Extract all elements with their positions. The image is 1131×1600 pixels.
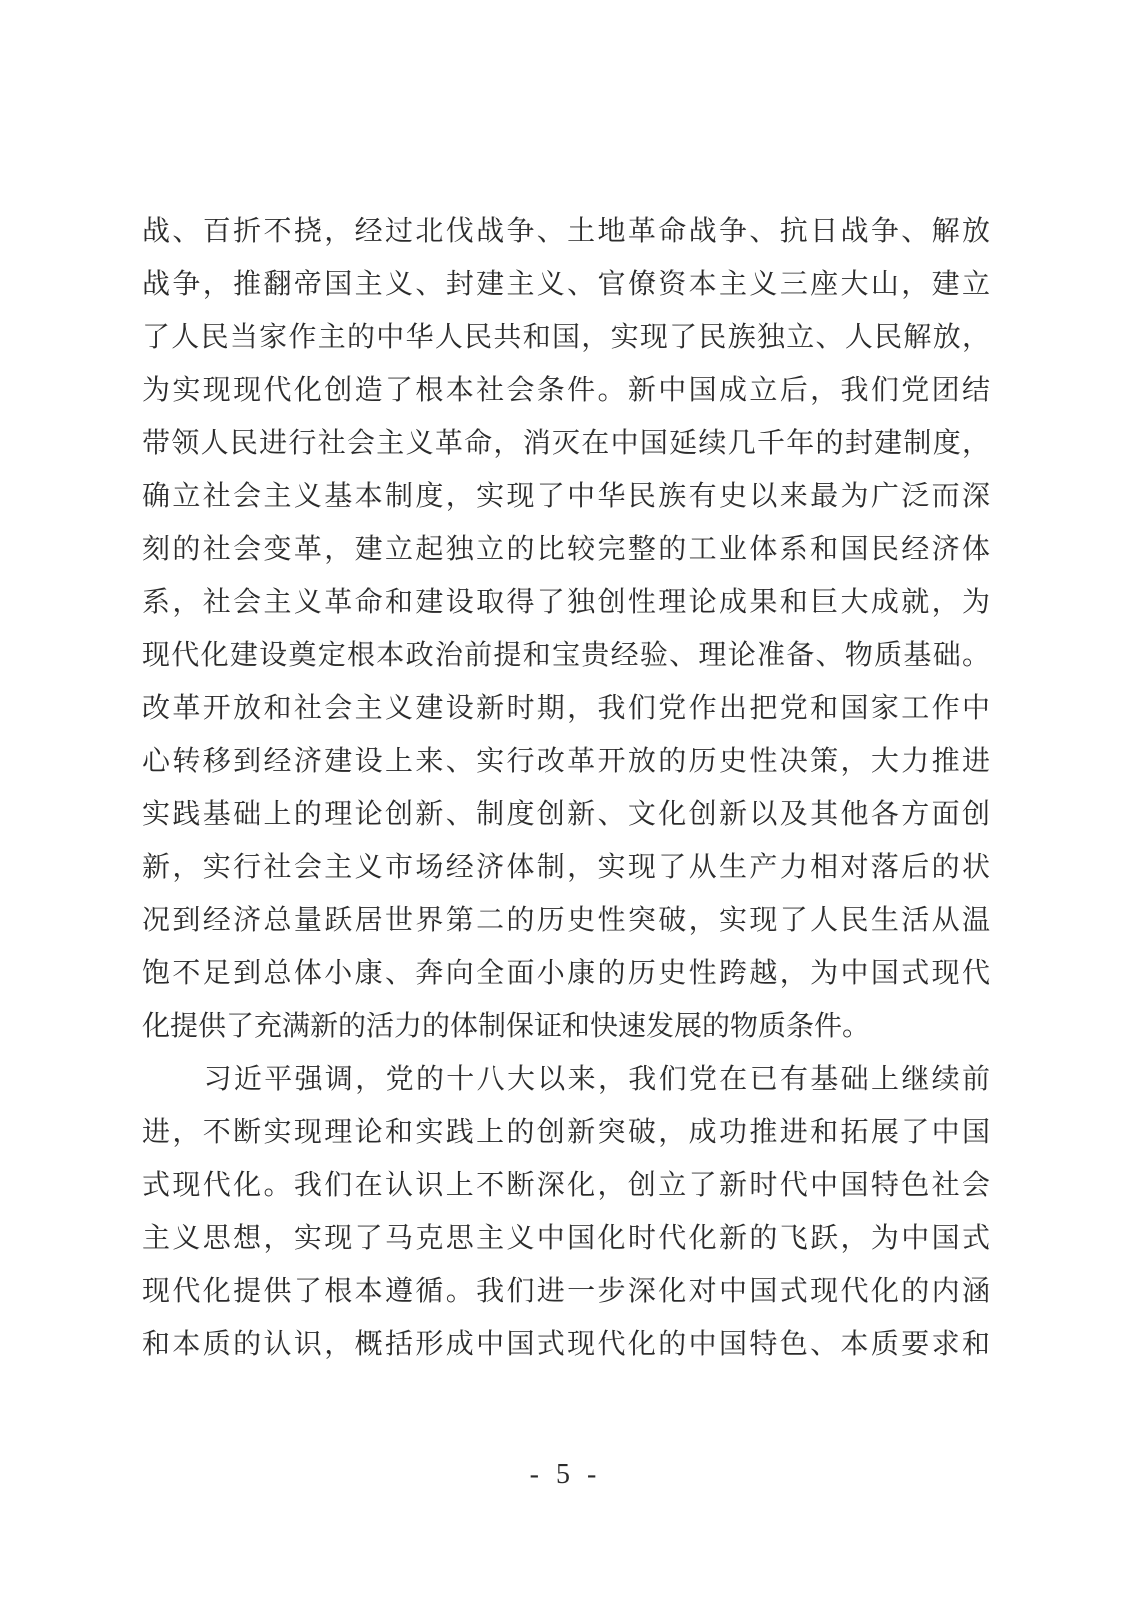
text-line: 带领人民进行社会主义革命，消灭在中国延续几千年的封建制度， xyxy=(142,428,990,459)
text-line: 现代化提供了根本遵循。我们进一步深化对中国式现代化的内涵 xyxy=(142,1276,990,1307)
text-line: 况到经济总量跃居世界第二的历史性突破，实现了人民生活从温 xyxy=(142,905,990,936)
text-line: 新，实行社会主义市场经济体制，实现了从生产力相对落后的状 xyxy=(142,852,990,883)
text-line-paragraph-start: 习近平强调，党的十八大以来，我们党在已有基础上继续前 xyxy=(203,1064,990,1095)
text-line: 系，社会主义革命和建设取得了独创性理论成果和巨大成就，为 xyxy=(142,587,990,618)
text-line: 主义思想，实现了马克思主义中国化时代化新的飞跃，为中国式 xyxy=(142,1223,990,1254)
text-line: 现代化建设奠定根本政治前提和宝贵经验、理论准备、物质基础。 xyxy=(142,640,990,671)
text-line: 了人民当家作主的中华人民共和国，实现了民族独立、人民解放， xyxy=(142,322,990,353)
text-line: 刻的社会变革，建立起独立的比较完整的工业体系和国民经济体 xyxy=(142,534,990,565)
page-number: - 5 - xyxy=(529,1459,602,1490)
text-line: 式现代化。我们在认识上不断深化，创立了新时代中国特色社会 xyxy=(142,1170,990,1201)
text-line: 实践基础上的理论创新、制度创新、文化创新以及其他各方面创 xyxy=(142,799,990,830)
body-text xyxy=(142,205,990,1371)
text-line: 为实现现代化创造了根本社会条件。新中国成立后，我们党团结 xyxy=(142,375,990,406)
text-line: 改革开放和社会主义建设新时期，我们党作出把党和国家工作中 xyxy=(142,693,990,724)
text-line: 战争，推翻帝国主义、封建主义、官僚资本主义三座大山，建立 xyxy=(142,269,990,300)
text-line: 战、百折不挠，经过北伐战争、土地革命战争、抗日战争、解放 xyxy=(142,216,990,247)
text-line-paragraph-end: 化提供了充满新的活力的体制保证和快速发展的物质条件。 xyxy=(142,1011,871,1042)
text-line: 确立社会主义基本制度，实现了中华民族有史以来最为广泛而深 xyxy=(142,481,990,512)
text-line: 进，不断实现理论和实践上的创新突破，成功推进和拓展了中国 xyxy=(142,1117,990,1148)
text-line: 心转移到经济建设上来、实行改革开放的历史性决策，大力推进 xyxy=(142,746,990,777)
text-line: 饱不足到总体小康、奔向全面小康的历史性跨越，为中国式现代 xyxy=(142,958,990,989)
text-line: 和本质的认识，概括形成中国式现代化的中国特色、本质要求和 xyxy=(142,1329,990,1360)
